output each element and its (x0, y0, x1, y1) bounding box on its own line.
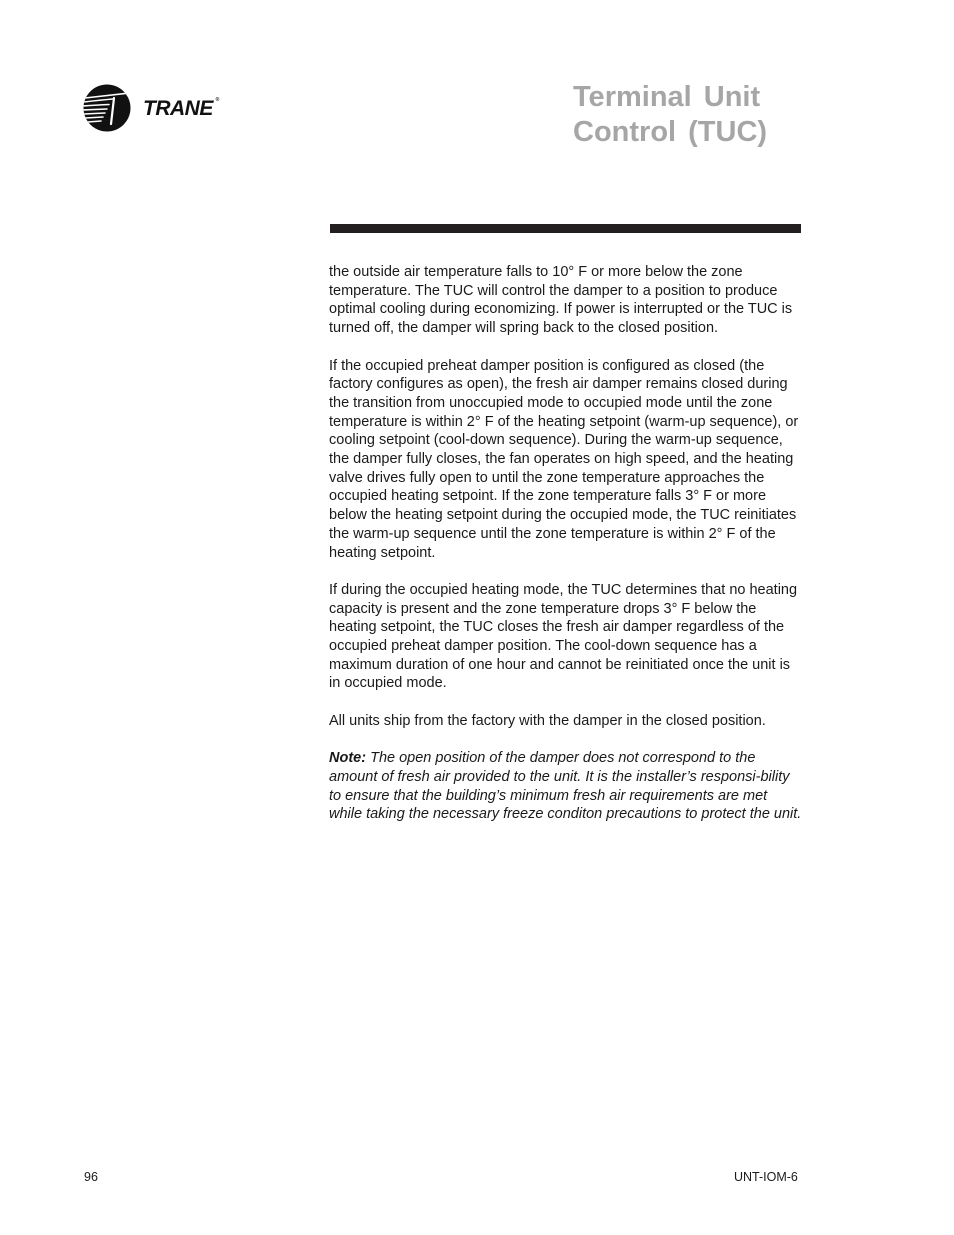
paragraph: If the occupied preheat damper position is configured as closed (the factory configures as open), the fresh air damper remains closed during the transition from unoccupied mode to occupied mode until the zone temperature is within 2° F of the heating setpoint (warm-up sequence), or cooling setpoint (cool-down sequence). During the warm-up sequence, the damper fully closes, the fan operates on high speed, and the heating valve drives fully open to until the zone temperature approaches the occupied heating setpoint. If the zone temperature falls 3° F or more below the heating setpoint during the occupied mode, the TUC reinitiates the warm-up sequence until the zone temperature is within 2° F of the heating setpoint. (329, 357, 799, 561)
paragraph: the outside air temperature falls to 10° F or more below the zone temperature. The TUC will control the damper to a position to produce optimal cooling during economizing. If power is interrupted or the TUC is turned off, the damper will spring back to the closed position. (329, 264, 793, 337)
trane-logo (83, 84, 219, 132)
page-title (573, 80, 767, 150)
brand-wordmark: TRANE ® (143, 97, 219, 120)
body-content (329, 263, 804, 843)
trane-circle-logo-icon (83, 84, 131, 132)
registered-mark: ® (215, 97, 219, 103)
page-title-line-2: Control (TUC) (573, 116, 768, 148)
page-title-line-1: Terminal Unit (573, 81, 761, 113)
page-number: 96 (84, 1170, 98, 1184)
note-text: The open position of the damper does not correspond to the amount of fresh air provided to the unit. It is the installer’s responsi-bility to ensure that the building’s minimum fresh air requirements are met while taking the necessary freeze conditon precautions to protect the unit. (329, 750, 802, 823)
document-code: UNT-IOM-6 (734, 1170, 798, 1184)
note-paragraph (329, 749, 804, 824)
note-label: Note: (329, 750, 367, 767)
paragraph: If during the occupied heating mode, the TUC determines that no heating capacity is present and the zone temperature drops 3° F below the heating setpoint, the TUC closes the fresh air damper regardless of the occupied preheat damper position. The cool-down sequence has a maximum duration of one hour and cannot be reinitiated once the unit is in occupied mode. (329, 581, 798, 692)
section-divider (330, 224, 801, 233)
paragraph: All units ship from the factory with the damper in the closed position. (329, 712, 766, 729)
